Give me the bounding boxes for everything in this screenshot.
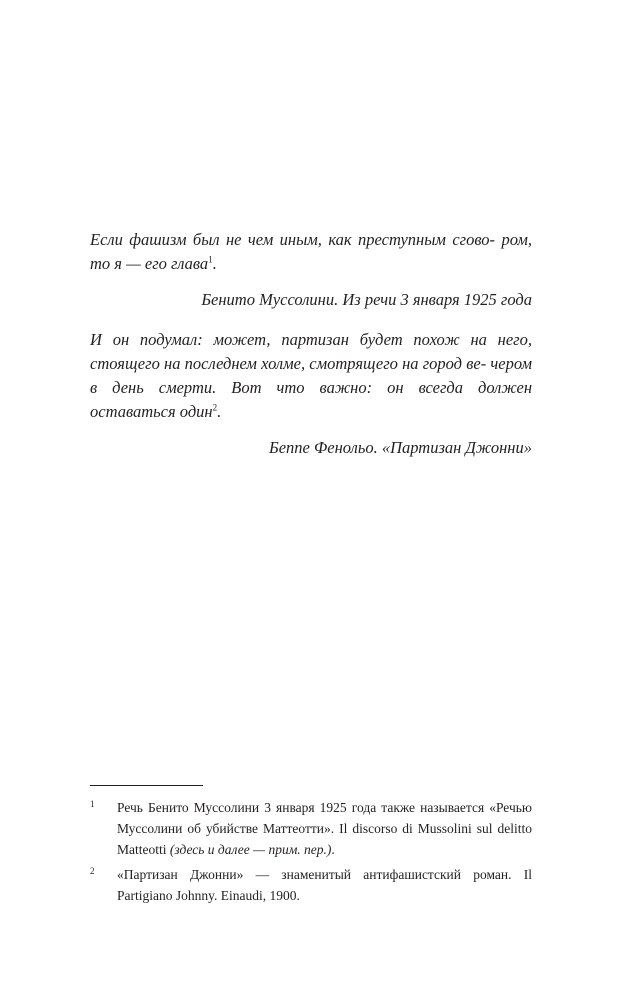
footnote-divider: [90, 785, 203, 786]
epigraph-quote: [90, 328, 532, 424]
quote-line: И он подумал: может, партизан будет похож на него,: [90, 330, 532, 349]
quote-line: чером в день смерти. Вот что важно: он всегда должен: [90, 354, 533, 397]
footnote-number: 1: [90, 799, 95, 809]
footnote-text: Речь Бенито Муссолини 3 января 1925 года также называется «Речью Муссолини об убийстве Маттеотти». Il discorso di Mussolini sul delitto Matteotti: [117, 800, 532, 857]
quote-punct: .: [212, 254, 217, 273]
translator-note: (здесь и далее — прим. пер.): [169, 842, 332, 857]
quote-line: Если фашизм был не чем иным, как преступным сгово-: [90, 230, 496, 249]
epigraph-mussolini: [90, 228, 532, 312]
footnote-2: [90, 864, 532, 906]
quote-punct: .: [217, 402, 222, 421]
footnote-ref-1[interactable]: 1: [208, 254, 213, 265]
footnote-1: [90, 797, 532, 860]
epigraph-attribution: Беппе Фенольо. «Партизан Джонни»: [269, 438, 532, 457]
footnote-punct: .: [331, 842, 335, 857]
quote-line: ром, то я — его глава: [90, 230, 533, 273]
epigraph-fenoglio: [90, 328, 532, 460]
footnote-number: 2: [90, 866, 95, 876]
footnote-ref-2[interactable]: 2: [212, 402, 218, 413]
quote-line: стоящего на последнем холме, смотрящего на город ве-: [90, 354, 487, 373]
quote-line: оставаться один: [90, 402, 213, 421]
epigraph-attribution: Бенито Муссолини. Из речи 3 января 1925 года: [201, 290, 532, 309]
footnote-text: «Партизан Джонни» — знаменитый антифашистский роман. Il Partigiano Johnny. Einaudi, 1900.: [117, 867, 532, 903]
epigraph-quote: [90, 228, 532, 276]
footnotes: [90, 797, 532, 910]
